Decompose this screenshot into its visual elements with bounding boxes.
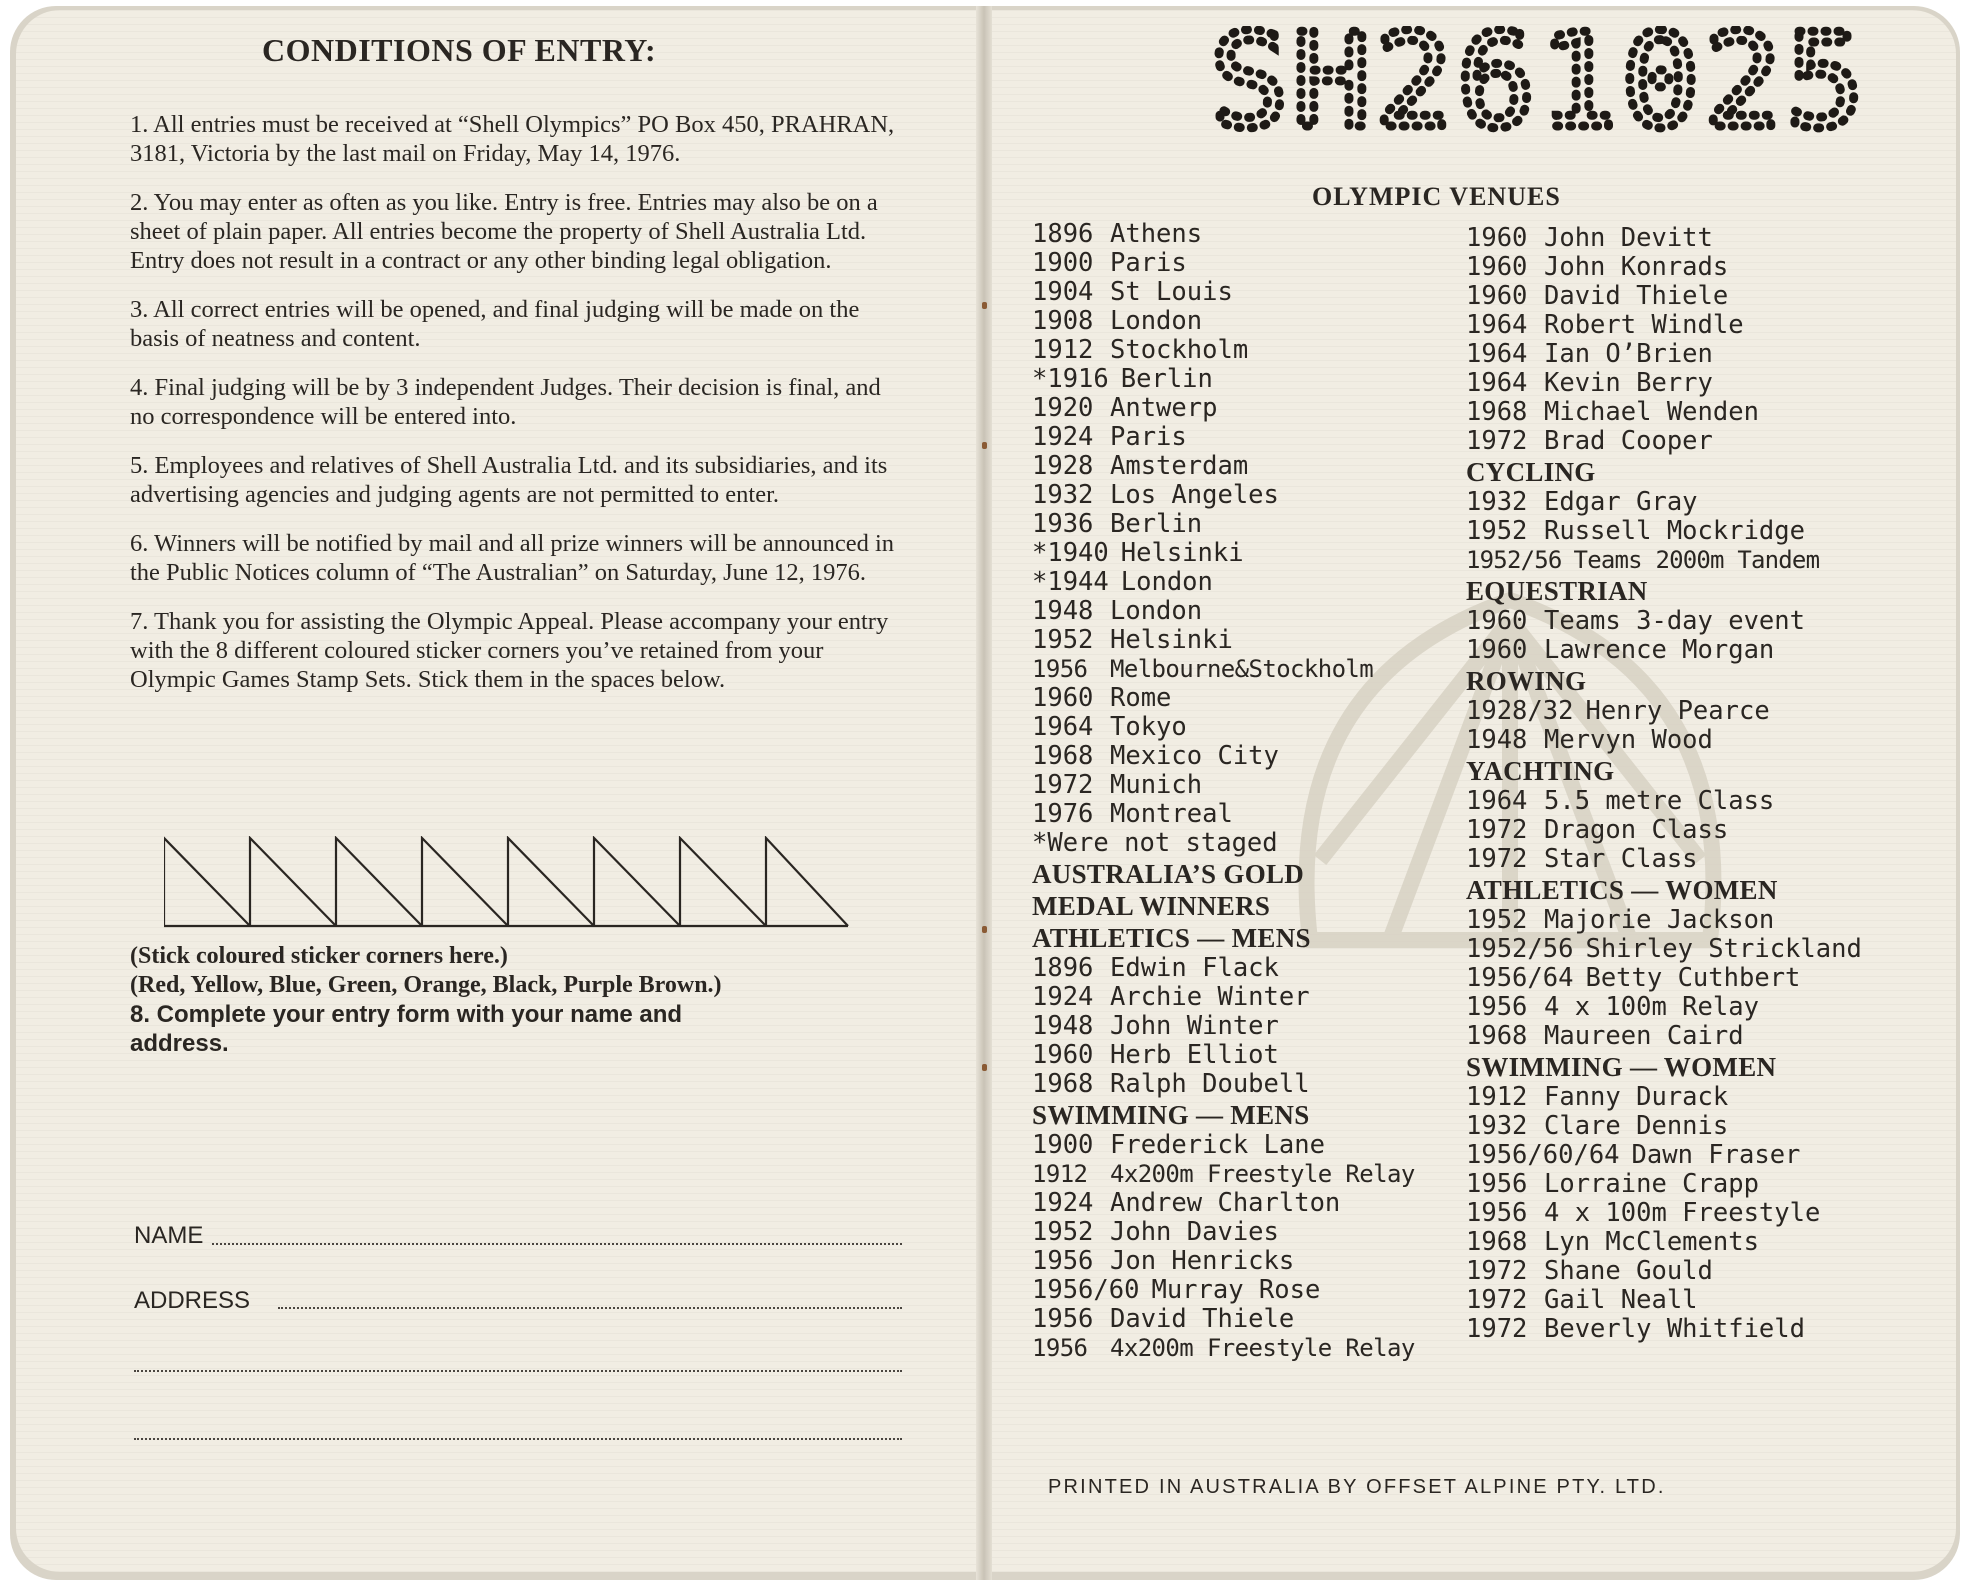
medal-row: 1948 Mervyn Wood <box>1466 725 1713 755</box>
serial-number-perforation <box>1210 26 1910 138</box>
condition-item: 1. All entries must be received at “Shell Olympics” PO Box 450, PRAHRAN, 3181, Victoria by the last mail on Friday, May 14, 1976. <box>130 111 895 167</box>
address-label: ADDRESS <box>134 1287 251 1314</box>
address-field-line-3[interactable] <box>134 1438 902 1440</box>
conditions-heading: CONDITIONS OF ENTRY: <box>262 32 657 68</box>
address-field-line-2[interactable] <box>134 1370 902 1372</box>
medal-row: 1952/56 Teams 2000m Tandem <box>1466 546 1820 574</box>
medal-row: 1924 Archie Winter <box>1032 982 1310 1012</box>
medal-row: 1960 Teams 3-day event <box>1466 606 1805 636</box>
venue-row: 1900 Paris <box>1032 248 1187 278</box>
right-column <box>1466 224 1862 1344</box>
medal-row: 1960 Lawrence Morgan <box>1466 635 1775 665</box>
medal-row: 1968 Ralph Doubell <box>1032 1069 1310 1099</box>
venue-row: 1964 Tokyo <box>1032 712 1187 742</box>
gold-heading: MEDAL WINNERS <box>1032 891 1271 921</box>
medal-row: 1952/56 Shirley Strickland <box>1466 934 1862 964</box>
sticker-notes <box>130 942 722 1058</box>
medal-row: 1972 Gail Neall <box>1466 1285 1698 1315</box>
condition-item: 6. Winners will be notified by mail and all prize winners will be announced in the Public Notices column of “The Australian” on Saturday, June 12, 1976. <box>130 530 894 586</box>
staple <box>982 442 987 449</box>
venue-row: 1936 Berlin <box>1032 509 1203 539</box>
medal-row: 1896 Edwin Flack <box>1032 953 1279 983</box>
medal-row: 1956 Lorraine Crapp <box>1466 1169 1759 1199</box>
medal-row: 1912 4x200m Freestyle Relay <box>1032 1160 1415 1188</box>
medal-row: 1932 Clare Dennis <box>1466 1111 1729 1141</box>
equestrian-heading: EQUESTRIAN <box>1466 576 1648 606</box>
venue-row: 1920 Antwerp <box>1032 393 1218 423</box>
medal-row: 1972 Shane Gould <box>1466 1256 1713 1286</box>
medal-row: 1952 Russell Mockridge <box>1466 516 1805 546</box>
venue-row: 1956 Melbourne&Stockholm <box>1032 655 1374 683</box>
left-column <box>1032 220 1415 1363</box>
athletics-men-heading: ATHLETICS — MENS <box>1032 923 1311 953</box>
colours-note: (Red, Yellow, Blue, Green, Orange, Black, Purple Brown.) <box>130 972 722 998</box>
medal-row: 1964 Ian O’Brien <box>1466 339 1713 369</box>
medal-row: 1960 John Konrads <box>1466 252 1729 282</box>
printer-credit: PRINTED IN AUSTRALIA BY OFFSET ALPINE PTY. LTD. <box>1048 1476 1666 1498</box>
venue-row: 1928 Amsterdam <box>1032 451 1249 481</box>
venue-row: 1968 Mexico City <box>1032 741 1279 771</box>
condition-item: 2. You may enter as often as you like. Entry is free. Entries may also be on a sheet of plain paper. All entries become the property of Shell Australia Ltd. Entry does not result in a contract or any other binding legal obligation. <box>130 189 878 274</box>
venue-row: 1960 Rome <box>1032 683 1172 713</box>
venue-row: 1924 Paris <box>1032 422 1187 452</box>
cycling-heading: CYCLING <box>1466 457 1596 487</box>
venue-row: 1896 Athens <box>1032 219 1203 249</box>
condition-item: 7. Thank you for assisting the Olympic Appeal. Please accompany your entry with the 8 different coloured sticker corners you’ve retained from your Olympic Games Stamp Sets. Stick them in the spaces below. <box>130 608 889 693</box>
medal-row: 1956/60/64 Dawn Fraser <box>1466 1140 1801 1170</box>
yachting-heading: YACHTING <box>1466 756 1615 786</box>
rowing-heading: ROWING <box>1466 666 1587 696</box>
venue-row: 1952 Helsinki <box>1032 625 1233 655</box>
medal-row: 1956/64 Betty Cuthbert <box>1466 963 1801 993</box>
venue-row: 1948 London <box>1032 596 1203 626</box>
medal-row: 1952 Majorie Jackson <box>1466 905 1775 935</box>
medal-row: 1932 Edgar Gray <box>1466 487 1698 517</box>
step-8-line: address. <box>130 1030 229 1057</box>
medal-row: 1968 Michael Wenden <box>1466 397 1759 427</box>
condition-item: 3. All correct entries will be opened, and final judging will be made on the basis of neatness and content. <box>130 296 860 352</box>
venue-row: 1908 London <box>1032 306 1203 336</box>
staple <box>982 1064 987 1071</box>
not-staged-note: *Were not staged <box>1032 828 1278 858</box>
venue-row: 1932 Los Angeles <box>1032 480 1279 510</box>
medal-row: 1924 Andrew Charlton <box>1032 1188 1341 1218</box>
condition-item: 4. Final judging will be by 3 independent Judges. Their decision is final, and no correspondence will be entered into. <box>130 374 881 430</box>
medal-row: 1956 David Thiele <box>1032 1304 1295 1334</box>
medal-row: 1972 Star Class <box>1466 844 1698 874</box>
medal-row: 1972 Beverly Whitfield <box>1466 1314 1805 1344</box>
medal-row: 1956/60 Murray Rose <box>1032 1275 1321 1305</box>
swimming-men-heading: SWIMMING — MENS <box>1032 1100 1310 1130</box>
staple <box>982 926 987 933</box>
booklet-spine <box>976 6 992 1580</box>
serial-number: SH261025 <box>1210 26 1869 138</box>
venue-row: 1976 Montreal <box>1032 799 1233 829</box>
gold-heading: AUSTRALIA’S GOLD <box>1032 859 1305 889</box>
medal-row: 1900 Frederick Lane <box>1032 1130 1325 1160</box>
venue-row: 1972 Munich <box>1032 770 1203 800</box>
medal-row: 1968 Lyn McClements <box>1466 1227 1759 1257</box>
stick-note: (Stick coloured sticker corners here.) <box>130 943 508 969</box>
medal-row: 1912 Fanny Durack <box>1466 1082 1729 1112</box>
venue-row: 1912 Stockholm <box>1032 335 1249 365</box>
medal-row: 1964 Robert Windle <box>1466 310 1744 340</box>
athletics-women-heading: ATHLETICS — WOMEN <box>1466 875 1778 905</box>
medal-row: 1964 5.5 metre Class <box>1466 786 1775 816</box>
step-8-line: 8. Complete your entry form with your name and <box>130 1001 683 1028</box>
medal-row: 1956 4 x 100m Freestyle <box>1466 1198 1821 1228</box>
swimming-women-heading: SWIMMING — WOMEN <box>1466 1052 1777 1082</box>
sticker-corner-spaces[interactable] <box>164 836 850 928</box>
medal-row: 1956 4x200m Freestyle Relay <box>1032 1334 1415 1362</box>
address-field[interactable] <box>278 1307 902 1309</box>
venue-row: *1916 Berlin <box>1032 364 1213 394</box>
medal-row: 1960 David Thiele <box>1466 281 1729 311</box>
name-label: NAME <box>134 1222 204 1249</box>
medal-row: 1960 Herb Elliot <box>1032 1040 1279 1070</box>
medal-row: 1956 4 x 100m Relay <box>1466 992 1759 1022</box>
venues-title: OLYMPIC VENUES <box>1312 182 1561 211</box>
medal-row: 1972 Brad Cooper <box>1466 426 1713 456</box>
venue-row: 1904 St Louis <box>1032 277 1233 307</box>
condition-item: 5. Employees and relatives of Shell Australia Ltd. and its subsidiaries, and its advertising agencies and judging agents are not permitted to enter. <box>130 452 888 508</box>
medal-row: 1928/32 Henry Pearce <box>1466 696 1770 726</box>
medal-row: 1968 Maureen Caird <box>1466 1021 1744 1051</box>
venue-row: *1940 Helsinki <box>1032 538 1244 568</box>
medal-row: 1952 John Davies <box>1032 1217 1279 1247</box>
name-field[interactable] <box>212 1243 902 1245</box>
staple <box>982 302 987 309</box>
medal-row: 1964 Kevin Berry <box>1466 368 1713 398</box>
venue-row: *1944 London <box>1032 567 1213 597</box>
medal-row: 1960 John Devitt <box>1466 223 1713 253</box>
medal-row: 1972 Dragon Class <box>1466 815 1729 845</box>
conditions-list <box>130 110 910 714</box>
medal-row: 1948 John Winter <box>1032 1011 1279 1041</box>
medal-row: 1956 Jon Henricks <box>1032 1246 1295 1276</box>
